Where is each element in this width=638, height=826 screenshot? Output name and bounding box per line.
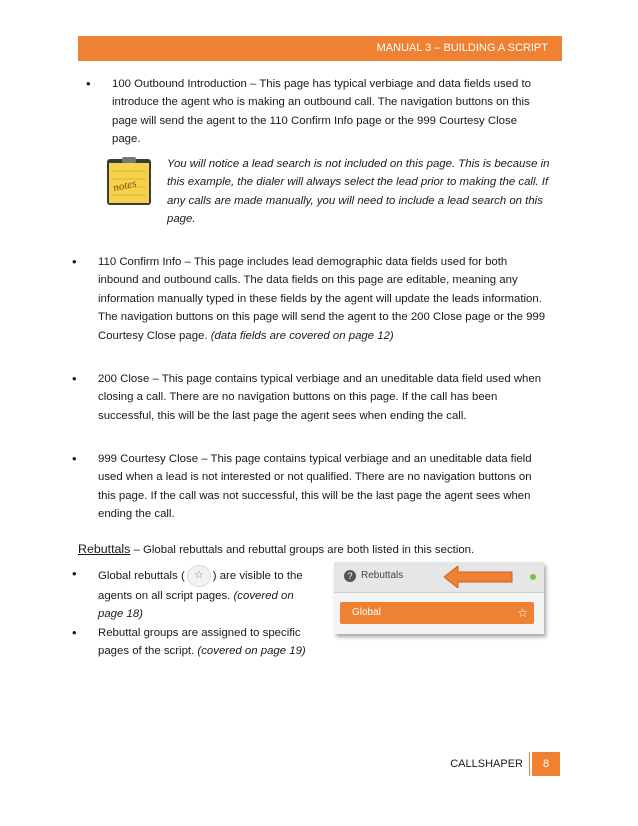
- bullet-dot: [72, 370, 98, 389]
- list-item: [72, 565, 322, 624]
- global-rebuttals-item[interactable]: [340, 602, 534, 624]
- callout-arrow-icon: [444, 566, 514, 588]
- footer-label: CALLSHAPER: [420, 752, 530, 776]
- notes-icon-label: notes: [112, 177, 138, 195]
- header-title: MANUAL 3 – BUILDING A SCRIPT: [376, 42, 548, 54]
- bullet-text: 999 Courtesy Close – This page contains typical verbiage and an uneditable data field used when a lead is not interested or not qualified. There are no navigation buttons on this page. If the call was not successful, this will be the last page the agent sees when ending the call.: [98, 453, 532, 521]
- list-item: [72, 624, 322, 661]
- page-header: [78, 36, 562, 61]
- global-label: Global: [352, 607, 381, 618]
- status-dot: [530, 574, 536, 580]
- star-icon[interactable]: ☆: [517, 606, 528, 620]
- page-reference: (data fields are covered on page 12): [210, 329, 394, 342]
- star-icon: ☆: [187, 565, 211, 587]
- bullet-dot: [72, 450, 98, 469]
- bullet-text: 200 Close – This page contains typical verbiage and an uneditable data field used when closing a call. There are no navigation buttons on this page. If the call has been successful, this will be the last page the agent sees when ending the call.: [98, 373, 542, 422]
- section-intro: – Global rebuttals and rebuttal groups are both listed in this section.: [130, 544, 475, 556]
- bullet-text: 100 Outbound Introduction – This page has typical verbiage and data fields used to introduce the agent who is making an outbound call. The navigation buttons on this page will send the agent to the 110 Confirm Info page or the 999 Courtesy Close page.: [112, 78, 532, 146]
- rebuttals-list: [72, 565, 322, 661]
- page-reference: (covered on page 18): [98, 590, 294, 621]
- page-reference: (covered on page 19): [197, 645, 306, 658]
- bullet-dot: [86, 75, 112, 94]
- section-heading: Rebuttals: [78, 542, 131, 556]
- list-item: [72, 253, 548, 345]
- item-text: Rebuttal groups are assigned to specific pages of the script.: [98, 626, 301, 658]
- rebuttals-panel-screenshot: [334, 562, 544, 634]
- bullet-text: 110 Confirm Info – This page includes lead demographic data fields used for both inbound and outbound calls. The data fields on this page are editable, meaning any information manually typed in these fields by the agent will update the leads information. The navigation buttons on this page will send the agent to the 200 Close page or the 999 Courtesy Close page.: [98, 256, 546, 342]
- rebuttals-section: [78, 540, 558, 559]
- page-number: 8: [532, 752, 560, 776]
- bullet-dot: [72, 253, 98, 272]
- panel-title: Rebuttals: [361, 570, 404, 581]
- item-text: ) are visible to the agents on all script pages.: [98, 570, 303, 602]
- list-item: [86, 75, 546, 149]
- note-callout: You will notice a lead search is not included on this page. This is because in this example, the dialer will always select the lead prior to making the call. If any calls are made manually, you will need to include a lead search on this page.: [167, 158, 550, 226]
- list-item: [72, 370, 548, 425]
- help-icon[interactable]: ?: [344, 570, 356, 582]
- list-item: [72, 450, 548, 524]
- item-text: Global rebuttals (: [98, 570, 185, 583]
- notes-icon: [104, 157, 154, 207]
